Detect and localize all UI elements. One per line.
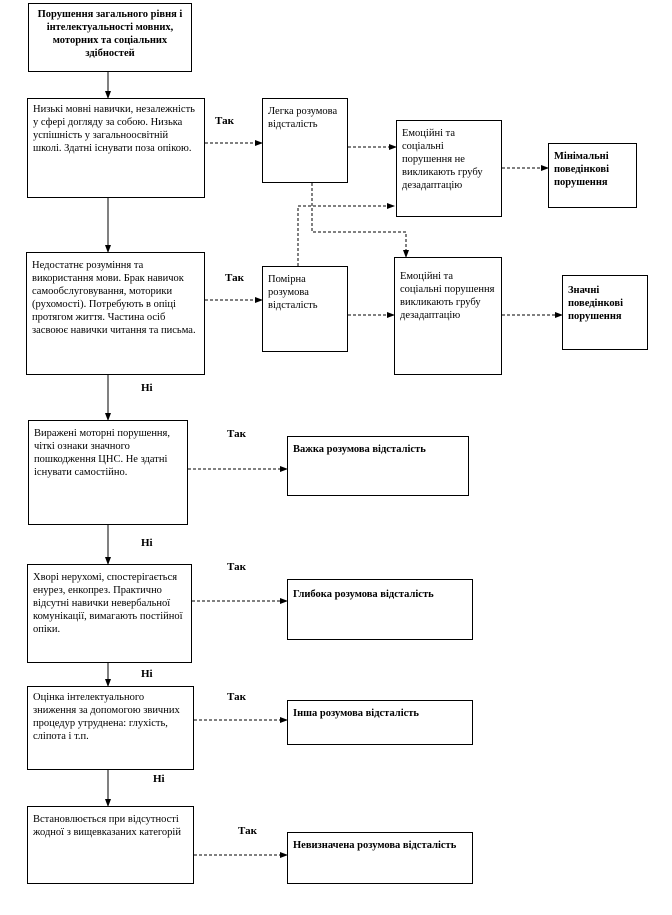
box-r3: Важка розумова відсталість — [287, 436, 469, 496]
box-d5: Оцінка інтелектуального зниження за допомогою звичних процедур утруднена: глухість, сліпота і т.п. — [27, 686, 194, 770]
label-yes-1: Так — [215, 115, 234, 127]
label-no-3: Ні — [141, 668, 153, 680]
label-no-2: Ні — [141, 537, 153, 549]
label-yes-2: Так — [225, 272, 244, 284]
box-r5: Інша розумова відсталість — [287, 700, 473, 745]
box-r6: Невизначена розумова відсталість — [287, 832, 473, 884]
box-d6: Встановлюється при відсутності жодної з вищевказаних категорій — [27, 806, 194, 884]
label-no-4: Ні — [153, 773, 165, 785]
box-e2: Емоційні та соціальні порушення викликають грубу дезадаптацію — [394, 257, 502, 375]
box-d4: Хворі нерухомі, спостерігається енурез, енкопрез. Практично відсутні навички невербальної комунікації, вимагають постійної опіки. — [27, 564, 192, 663]
box-r2: Помірна розумова відсталість — [262, 266, 348, 352]
box-e1: Емоційні та соціальні порушення не викликають грубу дезадаптацію — [396, 120, 502, 217]
box-r4: Глибока розумова відсталість — [287, 579, 473, 640]
box-b1: Мінімальні поведінкові порушення — [548, 143, 637, 208]
box-d3: Виражені моторні порушення, чіткі ознаки значного пошкодження ЦНС. Не здатні існувати самостійно. — [28, 420, 188, 525]
box-d2: Недостатнє розуміння та використання мови. Брак навичок самообслуговування, моторики (рухомості). Потребують в опіці протягом життя. Частина осіб засвоює навички читання та письма. — [26, 252, 205, 375]
label-yes-6: Так — [238, 825, 257, 837]
label-yes-5: Так — [227, 691, 246, 703]
label-yes-3: Так — [227, 428, 246, 440]
box-b2: Значні поведінкові порушення — [562, 275, 648, 350]
box-top: Порушення загального рівня і інтелектуальності мовних, моторних та соціальних здібностей — [28, 3, 192, 72]
box-d1: Низькі мовні навички, незалежність у сфері догляду за собою. Низька успішність у загальноосвітній школі. Здатні існувати поза опікою. — [27, 98, 205, 198]
arrow-r1-e2 — [312, 183, 406, 257]
label-no-1: Ні — [141, 382, 153, 394]
box-r1: Легка розумова відсталість — [262, 98, 348, 183]
label-yes-4: Так — [227, 561, 246, 573]
